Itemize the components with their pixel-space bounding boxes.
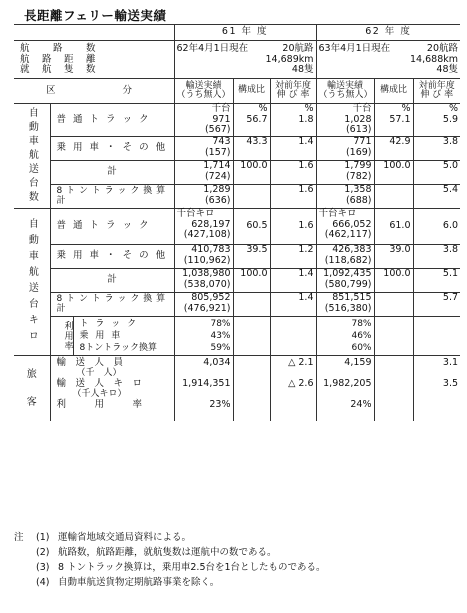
g2-total-n62: 5.1	[413, 268, 460, 292]
g3-n62: 3.1 3.5	[413, 355, 460, 421]
g2-util-k61	[233, 316, 270, 355]
g2-total-v62: 1,092,435 (580,799)	[316, 268, 374, 292]
note-4: (4) 自動車航送貨物定期航路事業を除く。	[36, 577, 220, 588]
col-kosei-61: 構成比	[233, 79, 270, 104]
col-jisseki-61: 輸送実績 （うち無人）	[174, 79, 233, 104]
g1-truck-label: 普 通 ト ラ ッ ク	[50, 104, 174, 137]
g2-truck-v61: 千台キロ 628,197 (427,108)	[174, 208, 233, 244]
g2-truck-v62: 千台キロ 666,052 (462,117)	[316, 208, 374, 244]
g2-label: 自動車航送台キロ	[14, 208, 50, 355]
g1-total-k62: 100.0	[374, 160, 413, 184]
g2-truck-n62: 6.0	[413, 208, 460, 244]
y61-ships: 48隻	[291, 64, 314, 76]
g1-truck-v62: 千台 1,028 (613)	[316, 104, 374, 137]
g3-jinkm-label: 輸 送 人 キ ロ	[56, 377, 143, 389]
util-truck-label: ト ラ ッ ク	[79, 318, 139, 329]
g2-truck-k61: 60.5	[233, 208, 270, 244]
g2-util-n62	[413, 316, 460, 355]
y62-asof: 63年4月1日現在	[318, 43, 391, 54]
y61-asof: 62年4月1日現在	[176, 43, 249, 54]
g3-n61: △ 2.1 △ 2.6	[270, 355, 316, 421]
g2-8t-k62	[374, 292, 413, 316]
g3-jinin-label: 輸 送 人 員	[56, 356, 124, 368]
g2-8t-n61: 1.4	[270, 292, 316, 316]
year61-routes-info	[174, 41, 316, 79]
g2-total-k62: 100.0	[374, 268, 413, 292]
note-3: (3) 8 トントラック換算は，乗用車2.5台を1台としたものである。	[36, 562, 326, 573]
notes-head: 注	[14, 532, 24, 543]
col-jisseki-62: 輸送実績 （うち無人）	[316, 79, 374, 104]
g2-row-total	[14, 268, 460, 292]
g2-car-n62: 3.8	[413, 244, 460, 268]
note-2: (2) 航路数，航路距離，就航隻数は運航中の数である。	[36, 547, 277, 558]
g2-total-v61: 1,038,980 (538,070)	[174, 268, 233, 292]
blank-corner	[14, 25, 174, 41]
g1-8t-k61	[233, 184, 270, 208]
g2-util-labels	[50, 316, 174, 355]
g3-v61: 4,034 1,914,351 23%	[174, 355, 233, 421]
column-header-row	[14, 79, 460, 104]
y62-routes: 20航路	[426, 43, 459, 54]
g3-k61	[233, 355, 270, 421]
g2-row-truck	[14, 208, 460, 244]
g2-util-n61	[270, 316, 316, 355]
g1-total-n61: 1.6	[270, 160, 316, 184]
g1-car-n62: 3.8	[413, 136, 460, 160]
g2-truck-k62: 61.0	[374, 208, 413, 244]
year61-header: 61 年 度	[174, 25, 316, 41]
g2-8t-k61	[233, 292, 270, 316]
g1-truck-k61: % 56.7	[233, 104, 270, 137]
g1-car-label: 乗 用 車 ・ そ の 他	[50, 136, 174, 160]
g1-8t-n61: 1.6	[270, 184, 316, 208]
g1-truck-n61: % 1.8	[270, 104, 316, 137]
g1-car-v61: 743 (157)	[174, 136, 233, 160]
g1-8t-k62	[374, 184, 413, 208]
g1-truck-v61: 千台 971 (567)	[174, 104, 233, 137]
g2-car-k61: 39.5	[233, 244, 270, 268]
g1-label: 自動車航送台数	[14, 104, 50, 209]
col-nobi-62: 対前年度 伸 び 率	[413, 79, 460, 104]
g1-total-k61: 100.0	[233, 160, 270, 184]
routes-info-row	[14, 41, 460, 79]
kubun-bun: 分	[122, 84, 133, 96]
g3-jinkm-sub: （千人キロ）	[72, 389, 127, 400]
g2-car-v62: 426,383 (118,682)	[316, 244, 374, 268]
g1-total-v61: 1,714 (724)	[174, 160, 233, 184]
note-1: 注 (1) 運輸省地域交通局資料による。	[14, 532, 192, 543]
g2-car-label: 乗 用 車 ・ そ の 他	[50, 244, 174, 268]
g1-truck-n62: % 5.9	[413, 104, 460, 137]
y62-ships: 48隻	[436, 64, 459, 76]
g1-total-v62: 1,799 (782)	[316, 160, 374, 184]
g3-jinin-sub: （千 人）	[76, 368, 122, 379]
g1-8t-v62: 1,358 (688)	[316, 184, 374, 208]
g2-car-n61: 1.2	[270, 244, 316, 268]
g1-truck-k62: % 57.1	[374, 104, 413, 137]
col-nobi-61: 対前年度 伸 び 率	[270, 79, 316, 104]
routes-distance-label: 航 路 距 離	[20, 53, 98, 65]
g2-util-label: 利用率	[51, 317, 74, 355]
year-header-row	[14, 25, 460, 41]
g2-util-k62	[374, 316, 413, 355]
g1-total-n62: 5.0	[413, 160, 460, 184]
g1-total-label: 計	[50, 160, 174, 184]
g1-row-truck	[14, 104, 460, 137]
g2-total-n61: 1.4	[270, 268, 316, 292]
g1-8t-n62: 5.4	[413, 184, 460, 208]
year62-header: 62 年 度	[316, 25, 460, 41]
g3-util-label: 利 用 率	[56, 398, 143, 410]
g3-v62: 4,159 1,982,205 24%	[316, 355, 374, 421]
g2-row-car	[14, 244, 460, 268]
g2-8t-v62: 851,515 (516,380)	[316, 292, 374, 316]
g2-truck-n61: 1.6	[270, 208, 316, 244]
g2-row-util	[14, 316, 460, 355]
g2-row-8t	[14, 292, 460, 316]
g1-8t-v61: 1,289 (636)	[174, 184, 233, 208]
y61-km: 14,689km	[265, 53, 314, 65]
g1-row-total	[14, 160, 460, 184]
g3-label: 旅 客	[14, 355, 50, 421]
kubun-ku: 区	[46, 84, 56, 96]
g2-util-v62: 78% 46% 60%	[316, 316, 374, 355]
g3-row	[14, 355, 460, 421]
ferry-table-wrapper	[14, 24, 460, 421]
g1-car-v62: 771 (169)	[316, 136, 374, 160]
g1-8t-label: 8 ト ン ト ラ ッ ク 換 算 計	[50, 184, 174, 208]
ferry-results-table	[14, 24, 460, 421]
g3-labels	[50, 355, 174, 421]
y61-routes: 20航路	[282, 43, 314, 54]
g2-total-label: 計	[50, 268, 174, 292]
year62-routes-info	[316, 41, 460, 79]
g3-k62	[374, 355, 413, 421]
g2-truck-label: 普 通 ト ラ ッ ク	[50, 208, 174, 244]
util-car-label: 乗 用 車	[79, 330, 123, 341]
util-8t-label: 8トントラック換算	[79, 342, 158, 353]
g1-row-8t	[14, 184, 460, 208]
routes-count-label: 航 路 数	[20, 43, 98, 54]
g2-8t-v61: 805,952 (476,921)	[174, 292, 233, 316]
g2-8t-n62: 5.7	[413, 292, 460, 316]
g2-car-v61: 410,783 (110,962)	[174, 244, 233, 268]
page-title: 長距離フェリー輸送実績	[24, 8, 167, 23]
g1-car-n61: 1.4	[270, 136, 316, 160]
g1-row-car	[14, 136, 460, 160]
routes-labels	[14, 41, 174, 79]
y62-km: 14,688km	[410, 53, 459, 65]
g1-car-k61: 43.3	[233, 136, 270, 160]
g2-total-k61: 100.0	[233, 268, 270, 292]
col-kosei-62: 構成比	[374, 79, 413, 104]
ships-count-label: 就 航 隻 数	[20, 64, 98, 76]
kubun-header	[14, 79, 174, 104]
footnotes	[14, 530, 326, 590]
g1-car-k62: 42.9	[374, 136, 413, 160]
g2-8t-label: 8 ト ン ト ラ ッ ク 換 算 計	[50, 292, 174, 316]
g2-car-k62: 39.0	[374, 244, 413, 268]
g2-util-v61: 78% 43% 59%	[174, 316, 233, 355]
